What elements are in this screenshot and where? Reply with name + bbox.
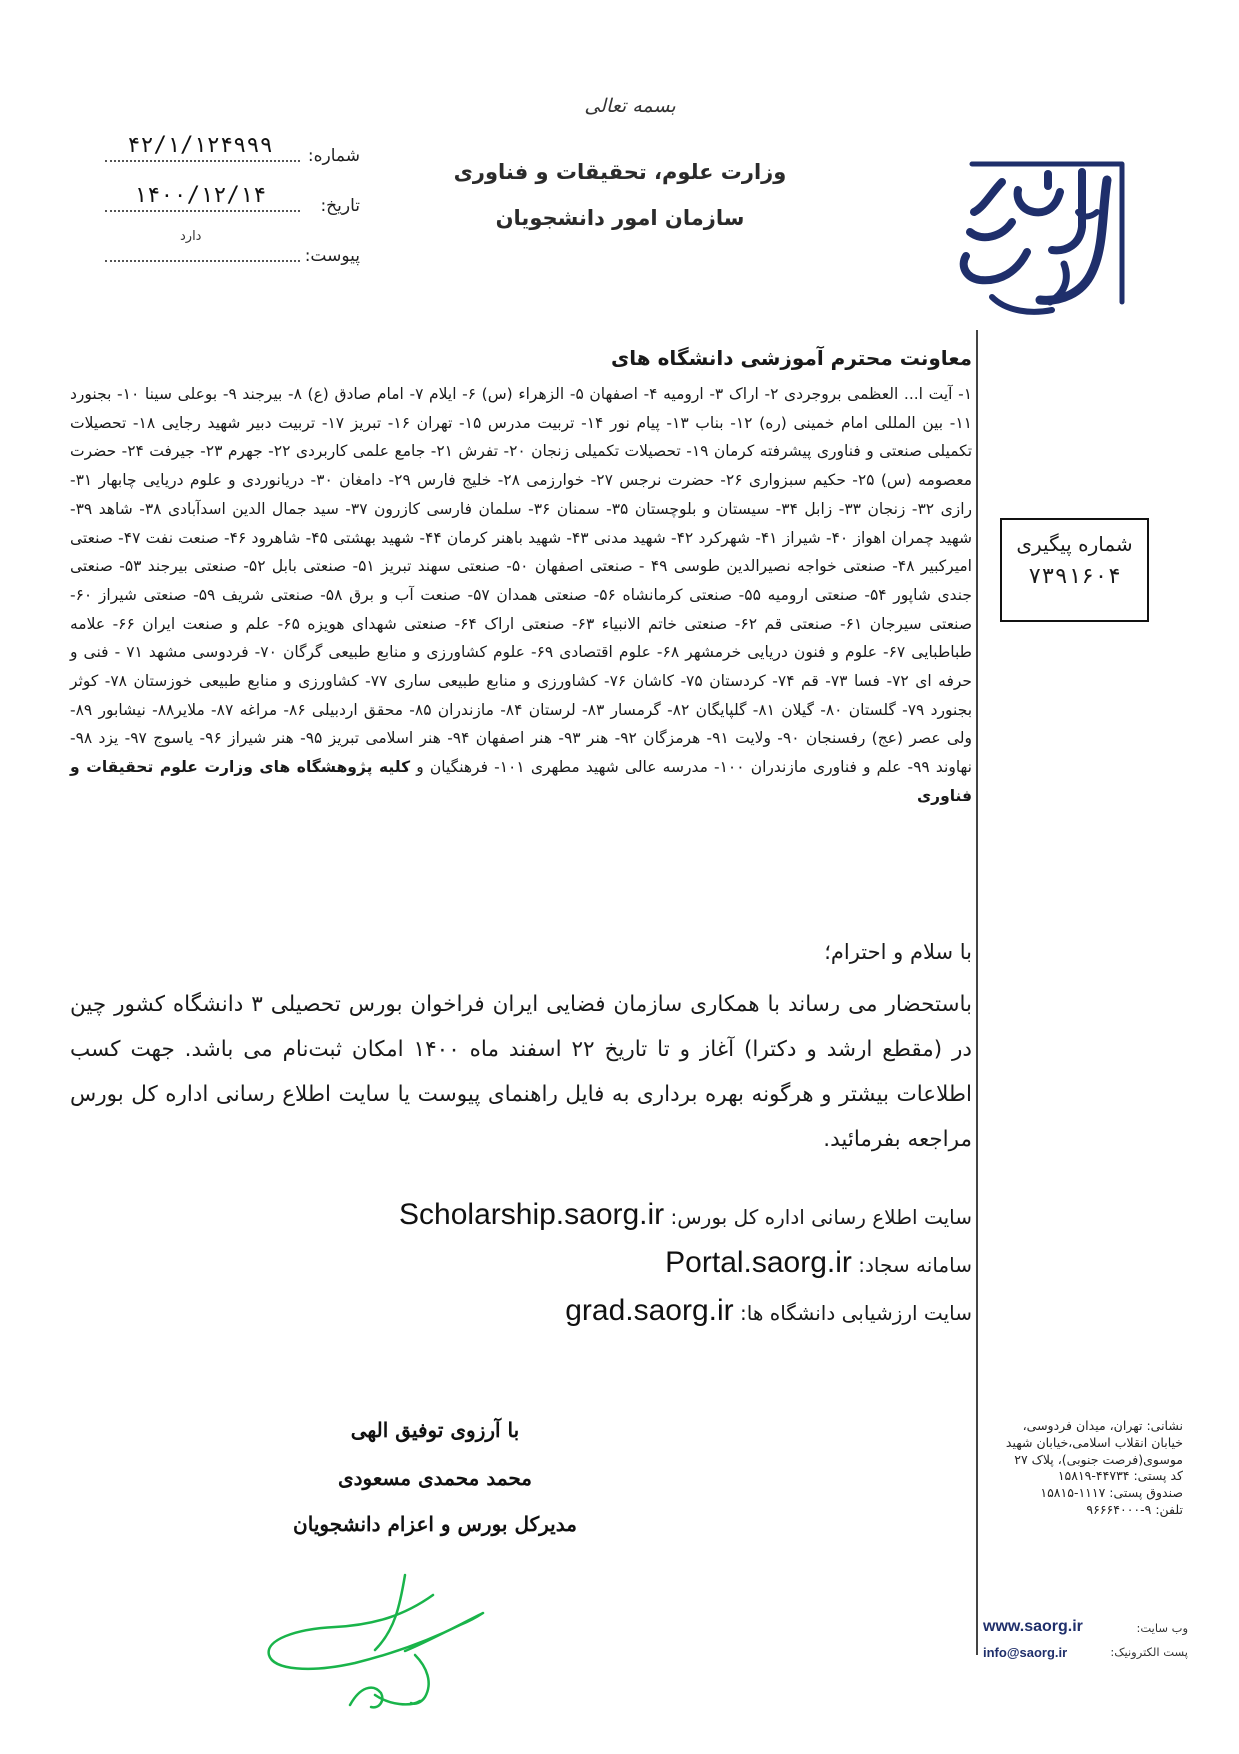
address-line: کد پستی: ۴۴۷۳۴-۱۵۸۱۹ <box>1057 1468 1183 1484</box>
link-row-scholarship <box>70 1198 972 1242</box>
email-label: پست الکترونیک: <box>1110 1645 1188 1659</box>
signer-title: مدیرکل بورس و اعزام دانشجویان <box>293 1512 577 1536</box>
letter-number-label: شماره: <box>307 146 360 166</box>
link-row-portal <box>70 1246 972 1290</box>
portal-link[interactable]: Portal.saorg.ir <box>665 1246 852 1279</box>
tracking-number: ۷۳۹۱۶۰۴ <box>1028 564 1121 589</box>
tracking-label: شماره پیگیری <box>1016 532 1133 556</box>
attachment-row <box>100 229 360 268</box>
link-label: سامانه سجاد: <box>858 1253 972 1277</box>
website-row <box>983 1618 1188 1640</box>
handwritten-signature <box>255 1555 535 1715</box>
letter-date-value: ۱۴۰۰/۱۲/۱۴ <box>133 183 267 208</box>
recipients-bold-text: کلیه پژوهشگاه های وزارت علوم تحقیقات و فناوری <box>70 758 972 805</box>
organization-name: سازمان امور دانشجویان <box>495 206 745 230</box>
link-label: سایت اطلاع رسانی اداره کل بورس: <box>670 1205 972 1229</box>
link-label: سایت ارزشیابی دانشگاه ها: <box>740 1301 972 1325</box>
dotted-line <box>105 260 300 262</box>
email-row <box>983 1642 1188 1664</box>
website-link[interactable]: www.saorg.ir <box>983 1618 1083 1635</box>
address-line: خیابان انقلاب اسلامی،خیابان شهید <box>1005 1434 1183 1450</box>
signer-name: محمد محمدی مسعودی <box>337 1466 533 1490</box>
recipients-text: ۱- آیت ا... العظمی بروجردی ۲- اراک ۳- ارومیه ۴- اصفهان ۵- الزهراء (س) ۶- ایلام ۷- امام صادق (ع) ۸- بیرجند ۹- بوعلی سینا ۱۰- بجنورد ۱۱- بین المللی امام خمینی (ره) ۱۲- بناب ۱۳- پیام نور ۱۴- تربیت مدرس ۱۵- تهران ۱۶- تبریز ۱۷- تربیت دبیر شهید رجایی ۱۸- تحصیلات تکمیلی صنعتی و فناوری پیشرفته کرمان ۱۹- تحصیلات تکمیلی زنجان ۲۰- تفرش ۲۱- جامع علمی کاربردی ۲۲- جهرم ۲۳- جیرفت ۲۴- حضرت معصومه (س) ۲۵- حکیم سبزواری ۲۶- حضرت نرجس ۲۷- خوارزمی ۲۸- خلیج فارس ۲۹- دامغان ۳۰- دریانوردی و علوم دریایی چابهار ۳۱- رازی ۳۲- زنجان ۳۳- زابل ۳۴- سیستان و بلوچستان ۳۵- سمنان ۳۶- سلمان فارسی کازرون ۳۷- سید جمال الدین اسدآبادی ۳۸- شاهد ۳۹- شهید چمران اهواز ۴۰- شیراز ۴۱- شهرکرد ۴۲- شهید مدنی ۴۳- شهید باهنر کرمان ۴۴- شهید بهشتی ۴۵- شاهرود ۴۶- صنعت نفت ۴۷- صنعتی امیرکبیر ۴۸- صنعتی خواجه نصیرالدین طوسی ۴۹ - صنعتی اصفهان ۵۰- صنعتی سهند تبریز ۵۱- صنعتی بابل ۵۲- صنعتی بیرجند ۵۳- صنعتی جندی شاپور ۵۴- صنعتی ارومیه ۵۵- صنعتی کرمانشاه ۵۶- صنعتی همدان ۵۷- صنعت آب و برق ۵۸- صنعتی شریف ۵۹- صنعتی شیراز ۶۰- صنعتی سیرجان ۶۱- صنعتی قم ۶۲- صنعتی خاتم الانبیاء ۶۳- صنعتی اراک ۶۴- صنعتی شهدای هویزه ۶۵- علم و صنعت ایران ۶۶- علامه طباطبایی ۶۷- علوم و فنون دریایی خرمشهر ۶۸- علوم اقتصادی ۶۹- علوم کشاورزی و منابع طبیعی گرگان ۷۰- فردوسی مشهد ۷۱ - فنی و حرفه ای ۷۲- فسا ۷۳- قم ۷۴- کردستان ۷۵- کاشان ۷۶- کشاورزی و منابع طبیعی ساری ۷۷- کشاورزی و منابع طبیعی خوزستان ۷۸- کوثر بجنورد ۷۹- گلستان ۸۰- گیلان ۸۱- گلپایگان ۸۲- گرمسار ۸۳- لرستان ۸۴- مازندران ۸۵- محقق اردبیلی ۸۶- مراغه ۸۷- ملایر۸۸- نیشابور ۸۹- ولی عصر (عج) رفسنجان ۹۰- ولایت ۹۱- هرمزگان ۹۲- هنر ۹۳- هنر اصفهان ۹۴- هنر اسلامی تبریز ۹۵- هنر شیراز ۹۶- یاسوج ۹۷- یزد ۹۸- نهاوند ۹۹- علم و فناوری مازندران ۱۰۰- مدرسه عالی شهید مطهری ۱۰۱- فرهنگیان و <box>70 385 973 777</box>
address-block <box>983 1418 1183 1519</box>
scholarship-link[interactable]: Scholarship.saorg.ir <box>399 1198 665 1231</box>
bismillah-heading: بسمه تعالی <box>584 95 676 117</box>
addressee-title: معاونت محترم آموزشی دانشگاه های <box>610 346 972 370</box>
letter-date-row <box>100 184 360 218</box>
attachment-value: دارد <box>180 229 202 244</box>
link-row-grad <box>70 1294 972 1338</box>
letter-date-label: تاریخ: <box>320 196 360 216</box>
recipients-list <box>70 380 972 811</box>
grad-link[interactable]: grad.saorg.ir <box>565 1294 734 1327</box>
letter-number-value: ۴۲/۱/۱۲۴۹۹۹ <box>127 133 273 158</box>
address-line: صندوق پستی: ۱۱۱۷-۱۵۸۱۵ <box>1040 1485 1183 1501</box>
address-line: موسوی(فرصت جنوبی)، پلاک ۲۷ <box>1014 1451 1183 1467</box>
tracking-box <box>1000 518 1149 622</box>
letter-number-row <box>100 134 360 168</box>
saorg-logo-icon <box>952 152 1130 322</box>
dotted-line <box>105 160 300 162</box>
address-line: تلفن: ۹-۹۶۶۶۴۰۰۰ <box>1086 1501 1183 1517</box>
margin-divider-line <box>976 330 978 1655</box>
greeting: با سلام و احترام؛ <box>824 940 972 964</box>
body-paragraph: باستحضار می رساند با همکاری سازمان فضایی ایران فراخوان بورس تحصیلی ۳ دانشگاه کشور چین در (مقطع ارشد و دکترا) آغاز و تا تاریخ ۲۲ اسفند ماه ۱۴۰۰ امکان ثبت‌نام می باشد. جهت کسب اطلاعات بیشتر و هرگونه بهره برداری به فایل راهنمای پیوست یا سایت اطلاع رسانی اداره کل بورس مراجعه بفرمائید. <box>70 992 972 1152</box>
email-link[interactable]: info@saorg.ir <box>983 1645 1068 1660</box>
website-label: وب سایت: <box>1136 1621 1188 1635</box>
dotted-line <box>105 210 300 212</box>
ministry-name: وزارت علوم، تحقیقات و فناوری <box>453 160 787 184</box>
closing-line: با آرزوی توفیق الهی <box>350 1418 520 1442</box>
attachment-label: پیوست: <box>304 246 360 266</box>
address-line: نشانی: تهران، میدان فردوسی، <box>1022 1418 1183 1433</box>
